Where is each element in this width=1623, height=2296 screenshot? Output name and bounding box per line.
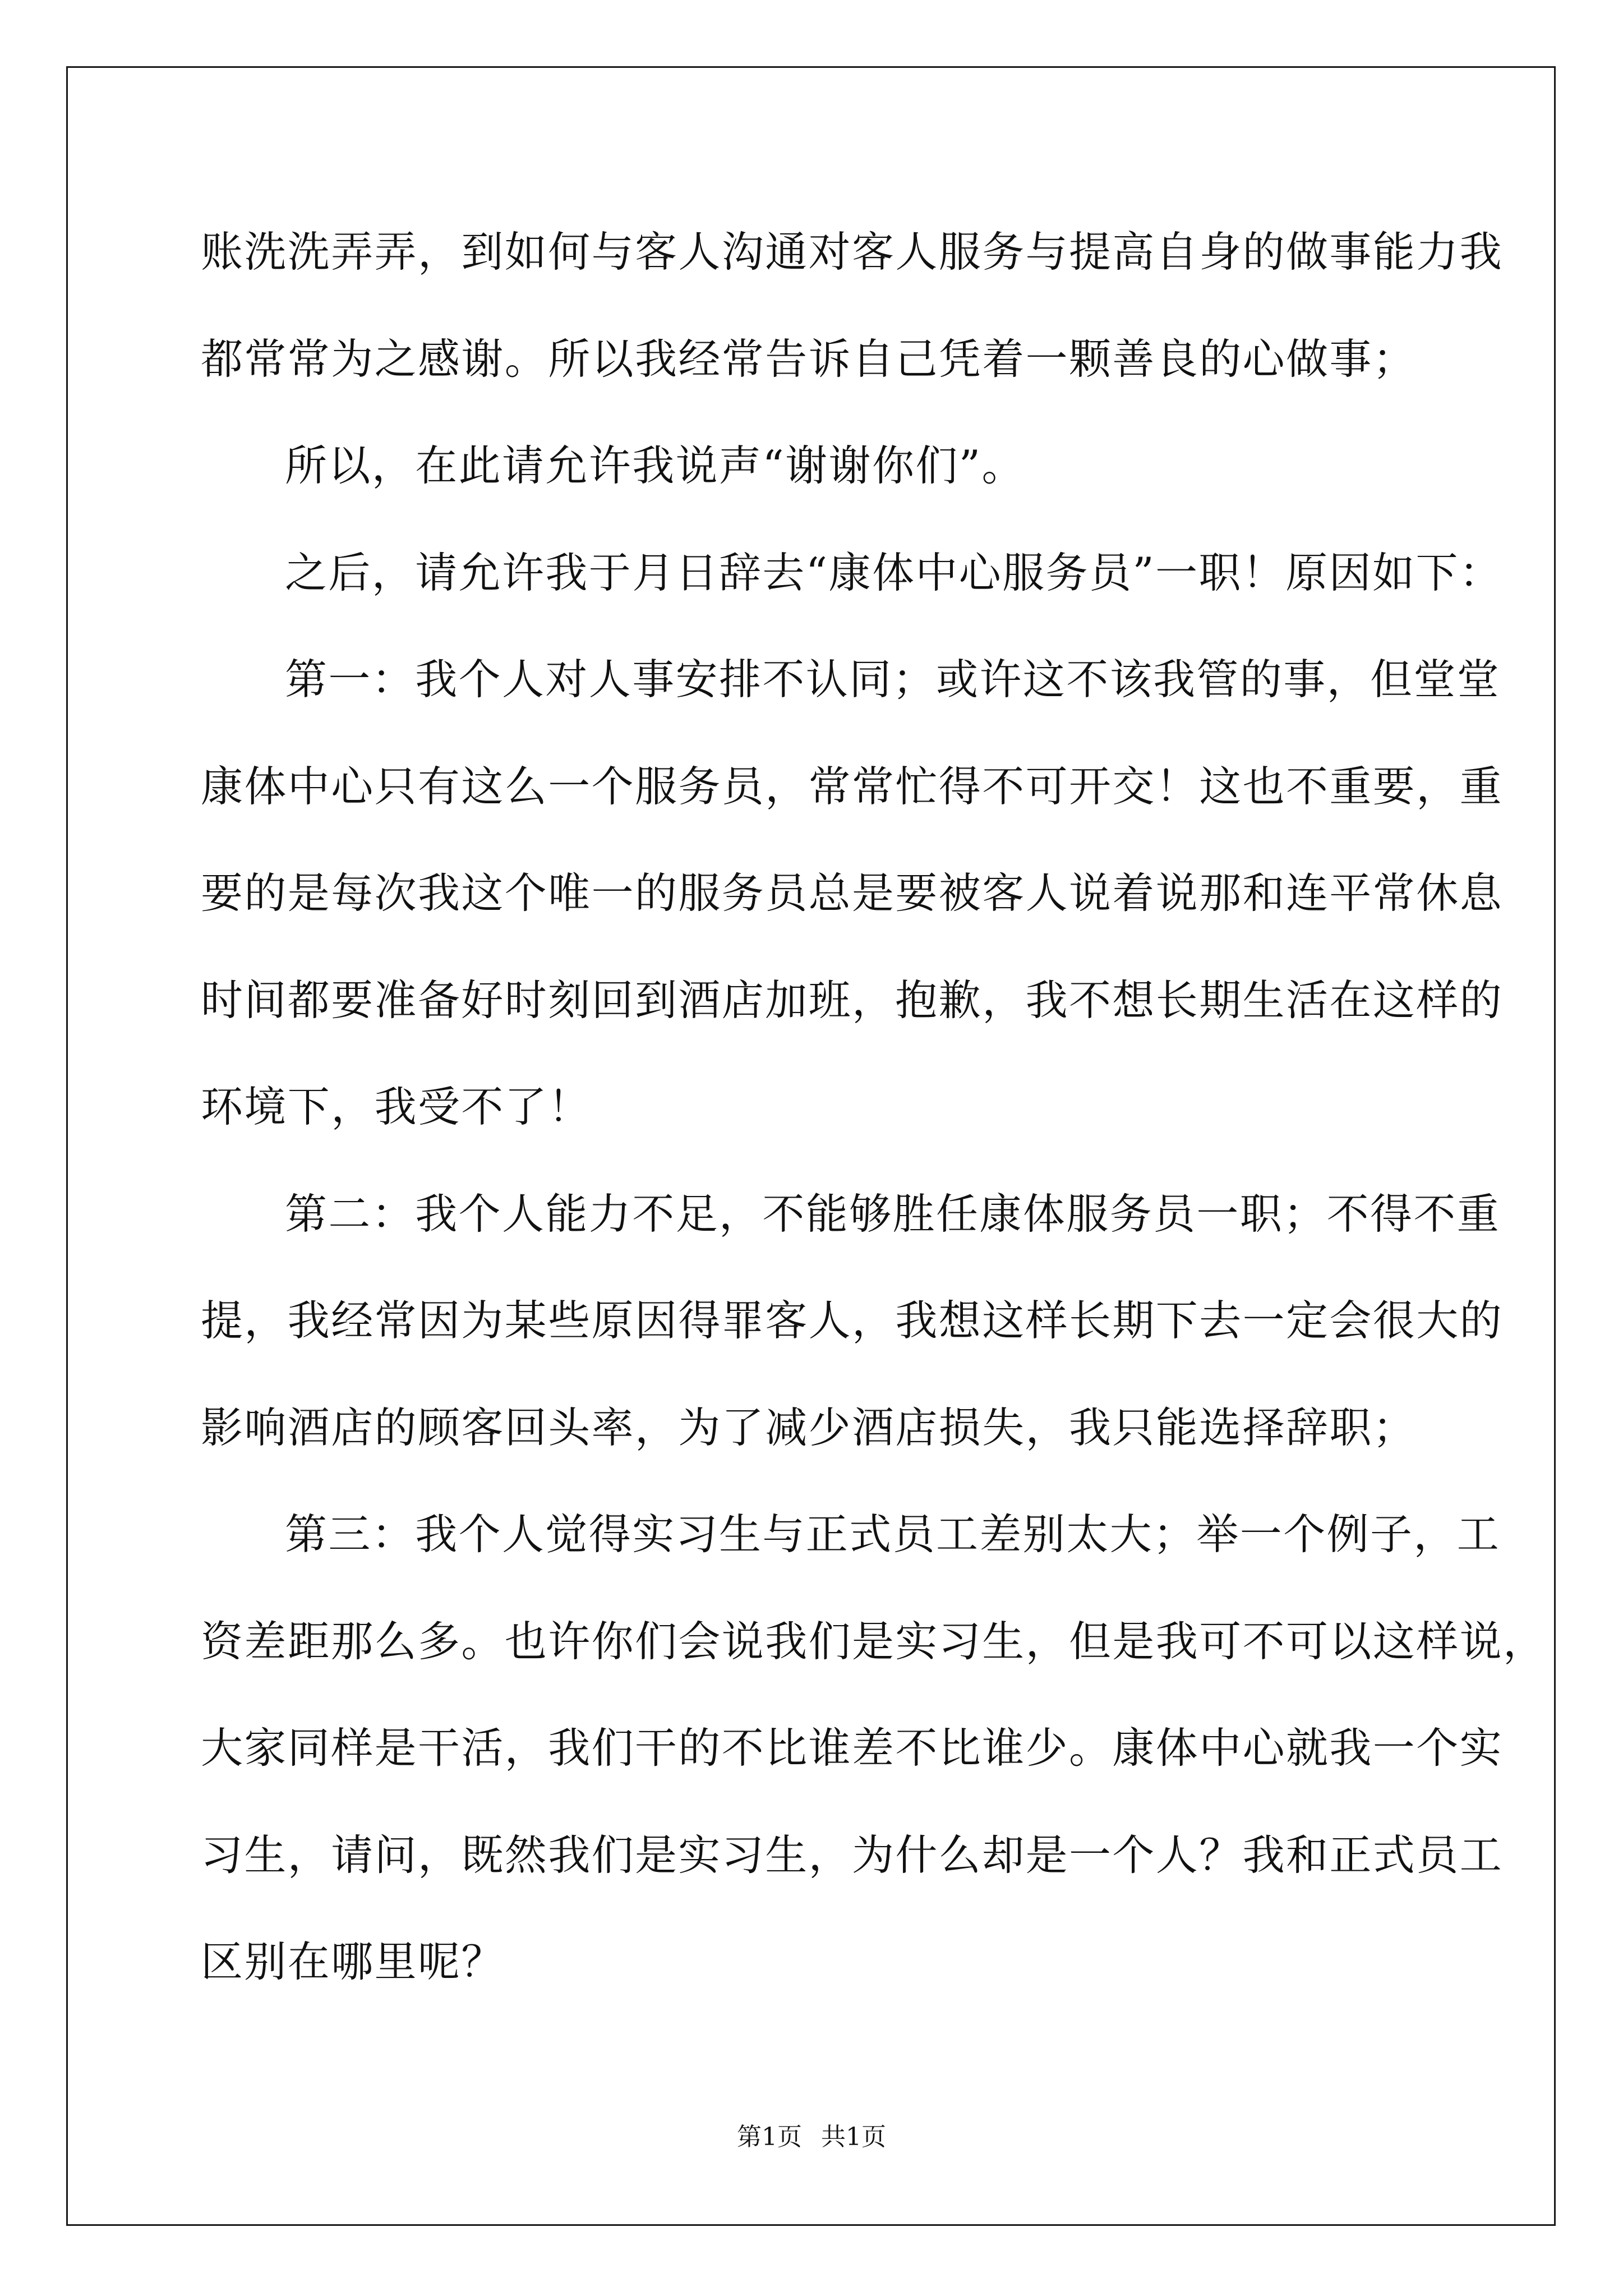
text-line-5: 第一：我个人对人事安排不认同；或许这不该我管的事，但堂堂	[285, 655, 1501, 704]
page-total: 共1页	[821, 2123, 886, 2151]
page-number: 第1页	[737, 2123, 802, 2151]
document-body	[201, 215, 1547, 2032]
text-line-3: 所以，在此请允许我说声“谢谢你们”。	[285, 441, 1025, 490]
text-line-12: 影响酒店的顾客回头率，为了减少酒店损失，我只能选择辞职；	[201, 1402, 1417, 1452]
text-line-9: 环境下，我受不了！	[201, 1082, 592, 1131]
text-line-10: 第二：我个人能力不足，不能够胜任康体服务员一职；不得不重	[285, 1189, 1501, 1239]
text-line-16: 习生，请问，既然我们是实习生，为什么却是一个人？我和正式员工	[201, 1830, 1504, 1880]
text-line-11: 提，我经常因为某些原因得罪客人，我想这样长期下去一定会很大的	[201, 1296, 1504, 1345]
text-line-8: 时间都要准备好时刻回到酒店加班，抱歉，我不想长期生活在这样的	[201, 975, 1504, 1025]
text-line-1: 账洗洗弄弄，到如何与客人沟通对客人服务与提高自身的做事能力我	[201, 227, 1504, 277]
text-line-17: 区别在哪里呢？	[201, 1937, 505, 1986]
text-line-14: 资差距那么多。也许你们会说我们是实习生，但是我可不可以这样说，	[201, 1616, 1547, 1666]
text-line-15: 大家同样是干活，我们干的不比谁差不比谁少。康体中心就我一个实	[201, 1723, 1504, 1773]
text-line-7: 要的是每次我这个唯一的服务员总是要被客人说着说那和连平常休息	[201, 868, 1504, 918]
page-footer	[0, 2120, 1623, 2154]
text-line-13: 第三：我个人觉得实习生与正式员工差别太大；举一个例子，工	[285, 1510, 1501, 1559]
text-line-4: 之后，请允许我于月日辞去“康体中心服务员”一职！原因如下：	[285, 547, 1503, 597]
text-line-2: 都常常为之感谢。所以我经常告诉自己凭着一颗善良的心做事；	[201, 334, 1417, 384]
text-line-6: 康体中心只有这么一个服务员，常常忙得不可开交！这也不重要，重	[201, 761, 1504, 811]
